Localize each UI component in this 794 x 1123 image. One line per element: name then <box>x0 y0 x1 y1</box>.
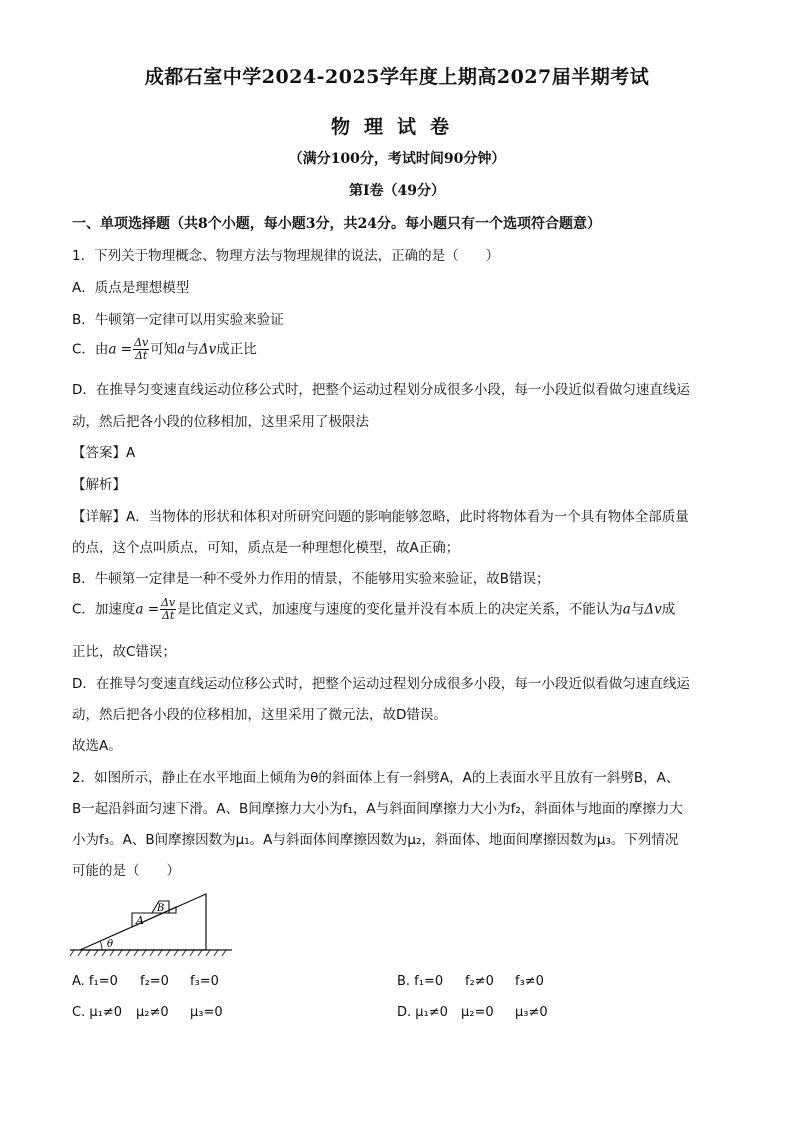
symbol-a: a <box>177 341 186 358</box>
q1-option-c-end: 成正比 <box>216 341 257 358</box>
q1-option-c-post: 可知 <box>150 341 178 358</box>
q2-option-b-f1: B. f₁=0 <box>397 974 444 989</box>
detail-c-prefix: C．加速度 <box>72 601 136 618</box>
q1-detail-c-line2: 正比，故C错误； <box>72 644 176 660</box>
volume-heading: 第Ⅰ卷（49分） <box>348 183 446 199</box>
q2-option-a <box>72 974 219 989</box>
fraction-denominator: Δt <box>161 609 175 622</box>
q1-conclusion: 故选A。 <box>72 738 122 754</box>
q2-option-b <box>397 974 544 989</box>
incline-figure <box>66 890 238 960</box>
q2-option-d-mu2: μ₂=0 <box>461 1005 494 1020</box>
q2-option-a-f3: f₃=0 <box>190 974 219 989</box>
q1-option-d-line2: 动，然后把各小段的位移相加，这里采用了极限法 <box>72 414 369 430</box>
angle-arc <box>100 941 102 950</box>
q2-option-d <box>397 1005 548 1020</box>
detail-c-end: 成 <box>661 601 676 618</box>
formula-lhs: a = <box>135 601 160 618</box>
q2-option-c-mu3: μ₃=0 <box>190 1005 223 1020</box>
q2-option-d-mu3: μ₃≠0 <box>515 1005 548 1020</box>
q1-detail-b: B．牛顿第一定律是一种不受外力作用的情景，不能够用实验来验证，故B错误； <box>72 571 550 587</box>
formula-lhs: a = <box>108 341 133 358</box>
q1-option-a: A．质点是理想模型 <box>72 280 190 296</box>
q2-stem-line4: 可能的是（ ） <box>72 863 180 879</box>
formula-fraction <box>160 597 176 622</box>
q1-option-c-mid: 与 <box>185 341 199 358</box>
ground-hatching <box>70 950 226 956</box>
q2-option-d-mu1: D. μ₁≠0 <box>397 1005 448 1020</box>
q2-stem-line1: 2．如图所示，静止在水平地面上倾角为θ的斜面体上有一斜劈A，A的上表面水平且放有一斜劈B，A、 <box>72 770 680 786</box>
detail-c-mid: 与 <box>630 601 645 618</box>
q2-stem-line3: 小为f₃。A、B间摩擦因数为μ₁。A与斜面体间摩擦因数为μ₂，斜面体、地面间摩擦因数为μ₃。下列情况 <box>72 832 679 848</box>
fraction-numerator: Δv <box>161 596 176 609</box>
q2-option-a-f2: f₂=0 <box>140 974 169 989</box>
q1-detail-d-line2: 动，然后把各小段的位移相加，这里采用了微元法，故D错误。 <box>72 707 447 723</box>
q1-detail-line2: 的点，这个点叫质点，可知，质点是一种理想化模型，故A正确； <box>72 540 460 556</box>
exam-meta: （满分100分，考试时间90分钟） <box>288 151 506 167</box>
q1-option-d-line1: D．在推导匀变速直线运动位移公式时，把整个运动过程划分成很多小段，每一小段近似看做匀速直线运 <box>72 382 690 398</box>
formula-fraction <box>133 337 149 362</box>
q1-detail-d-line1: D．在推导匀变速直线运动位移公式时，把整个运动过程划分成很多小段，每一小段近似看做匀速直线运 <box>72 676 690 692</box>
symbol-a: a <box>622 601 631 618</box>
q1-detail-c <box>72 597 722 622</box>
q1-answer: 【答案】A <box>72 445 136 461</box>
q1-option-c-prefix: C．由 <box>72 341 109 358</box>
exam-title: 成都石室中学2024-2025学年度上期高2027届半期考试 <box>144 66 650 88</box>
q1-stem: 1．下列关于物理概念、物理方法与物理规律的说法，正确的是（ ） <box>72 248 500 264</box>
q1-analysis-label: 【解析】 <box>72 477 126 493</box>
detail-c-post: 是比值定义式，加速度与速度的变化量并没有本质上的决定关系，不能认为 <box>177 601 623 618</box>
q2-option-c-mu1: C. μ₁≠0 <box>72 1005 122 1020</box>
symbol-dv: Δv <box>198 341 217 358</box>
label-b: B <box>157 903 165 914</box>
q1-option-b: B．牛顿第一定律可以用实验来验证 <box>72 312 284 328</box>
q1-detail-line1: 【详解】A．当物体的形状和体积对所研究问题的影响能够忽略，此时将物体看为一个具有物体全部质量 <box>72 509 689 525</box>
q1-option-c <box>72 337 722 362</box>
symbol-dv: Δv <box>644 601 662 618</box>
q2-option-b-f3: f₃≠0 <box>515 974 544 989</box>
fraction-denominator: Δt <box>134 349 148 362</box>
fraction-numerator: Δv <box>134 336 149 349</box>
q2-option-b-f2: f₂≠0 <box>465 974 494 989</box>
label-a: A <box>136 914 144 927</box>
q2-option-c <box>72 1005 223 1020</box>
label-theta: θ <box>107 939 114 950</box>
subject-title: 物理试卷 <box>330 116 463 138</box>
q2-stem-line2: B一起沿斜面匀速下滑。A、B间摩擦力大小为f₁，A与斜面间摩擦力大小为f₂，斜面体与地面的摩擦力大 <box>72 801 683 817</box>
q2-option-c-mu2: μ₂≠0 <box>136 1005 169 1020</box>
q2-option-a-f1: A. f₁=0 <box>72 974 118 989</box>
section-heading: 一、单项选择题（共8个小题，每小题3分，共24分。每小题只有一个选项符合题意） <box>72 216 601 232</box>
